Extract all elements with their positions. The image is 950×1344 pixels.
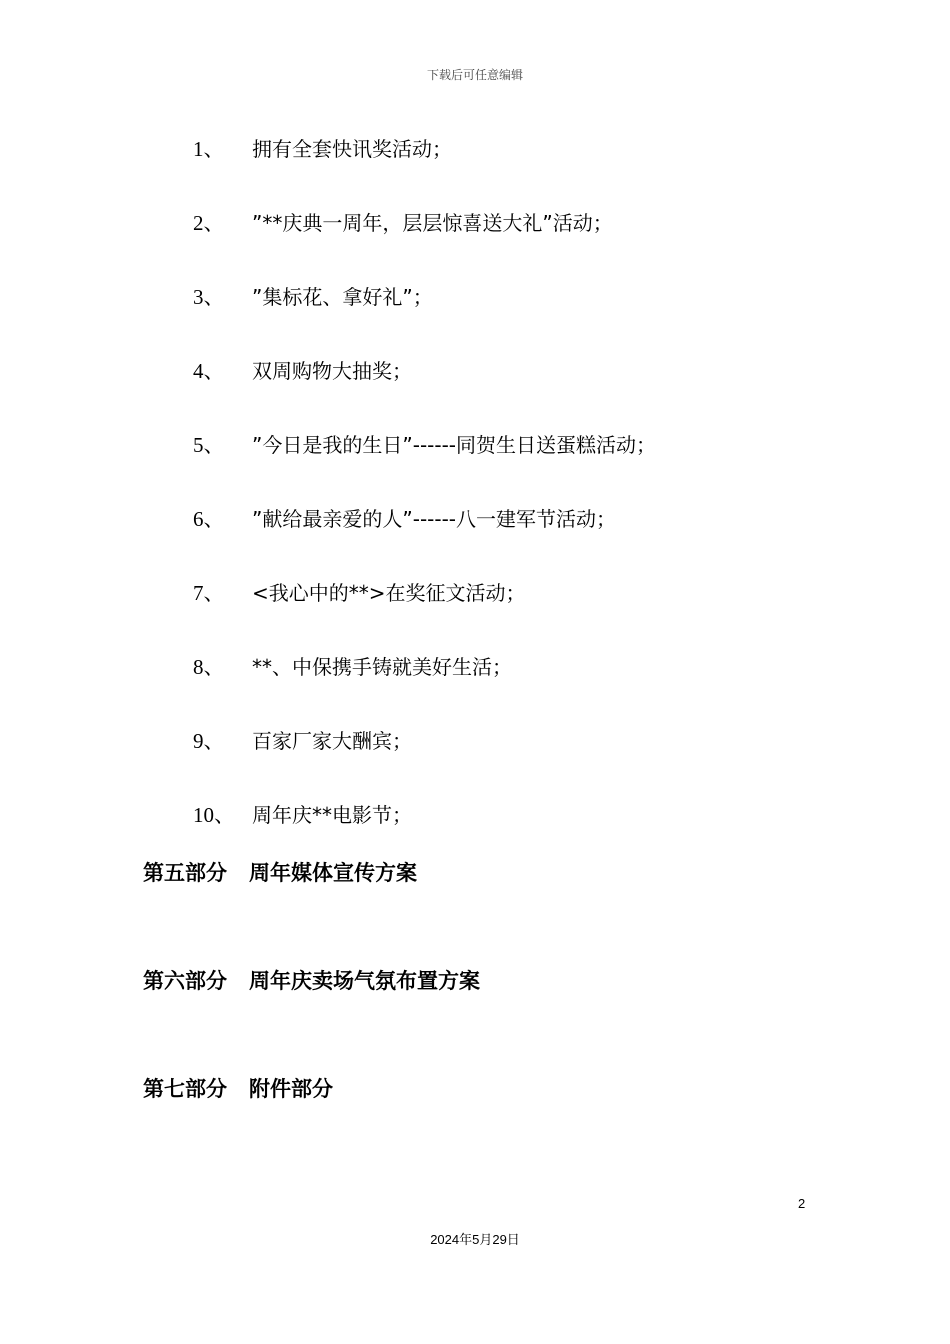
list-item-text: 拥有全套快讯奖活动；	[252, 137, 452, 161]
page-number: 2	[798, 1196, 806, 1211]
section-label: 第七部分	[143, 1077, 227, 1101]
section-heading-part-7	[143, 1074, 333, 1104]
list-item-number: 9、	[193, 729, 225, 753]
list-item-text: ”集标花、拿好礼”；	[252, 285, 433, 309]
list-item-text: 双周购物大抽奖；	[252, 359, 412, 383]
list-item	[193, 648, 833, 722]
section-title: 周年庆卖场气氛布置方案	[249, 969, 480, 993]
list-item	[193, 500, 833, 574]
list-item-number: 5、	[193, 433, 225, 457]
list-item-text: ”今日是我的生日”------同贺生日送蛋糕活动；	[252, 433, 657, 457]
list-item	[193, 722, 833, 796]
list-item-number: 7、	[193, 581, 225, 605]
section-label: 第六部分	[143, 969, 227, 993]
list-item	[193, 278, 833, 352]
list-item-text: ”**庆典一周年，层层惊喜送大礼”活动；	[252, 211, 613, 235]
list-item-number: 2、	[193, 211, 225, 235]
list-item-number: 4、	[193, 359, 225, 383]
list-item-number: 1、	[193, 137, 225, 161]
section-heading-part-5	[143, 858, 417, 888]
list-item	[193, 130, 833, 204]
list-item-text: ”献给最亲爱的人”------八一建军节活动；	[252, 507, 617, 531]
list-item-text: 百家厂家大酬宾；	[252, 729, 412, 753]
list-item-text: **、中保携手铸就美好生活；	[252, 655, 512, 679]
list-item	[193, 204, 833, 278]
list-item-text: <我心中的**>在奖征文活动；	[252, 581, 526, 605]
list-item-number: 6、	[193, 507, 225, 531]
list-item-number: 10、	[193, 803, 235, 827]
footer-date: 2024年5月29日	[430, 1232, 520, 1247]
section-title: 周年媒体宣传方案	[249, 861, 417, 885]
list-item	[193, 574, 833, 648]
activity-list	[193, 130, 833, 870]
list-item-text: 周年庆**电影节；	[252, 803, 412, 827]
section-title: 附件部分	[249, 1077, 333, 1101]
list-item	[193, 352, 833, 426]
section-heading-part-6	[143, 966, 480, 996]
section-label: 第五部分	[143, 861, 227, 885]
list-item-number: 8、	[193, 655, 225, 679]
page-header: 下载后可任意编辑	[426, 68, 523, 82]
list-item-number: 3、	[193, 285, 225, 309]
list-item	[193, 426, 833, 500]
